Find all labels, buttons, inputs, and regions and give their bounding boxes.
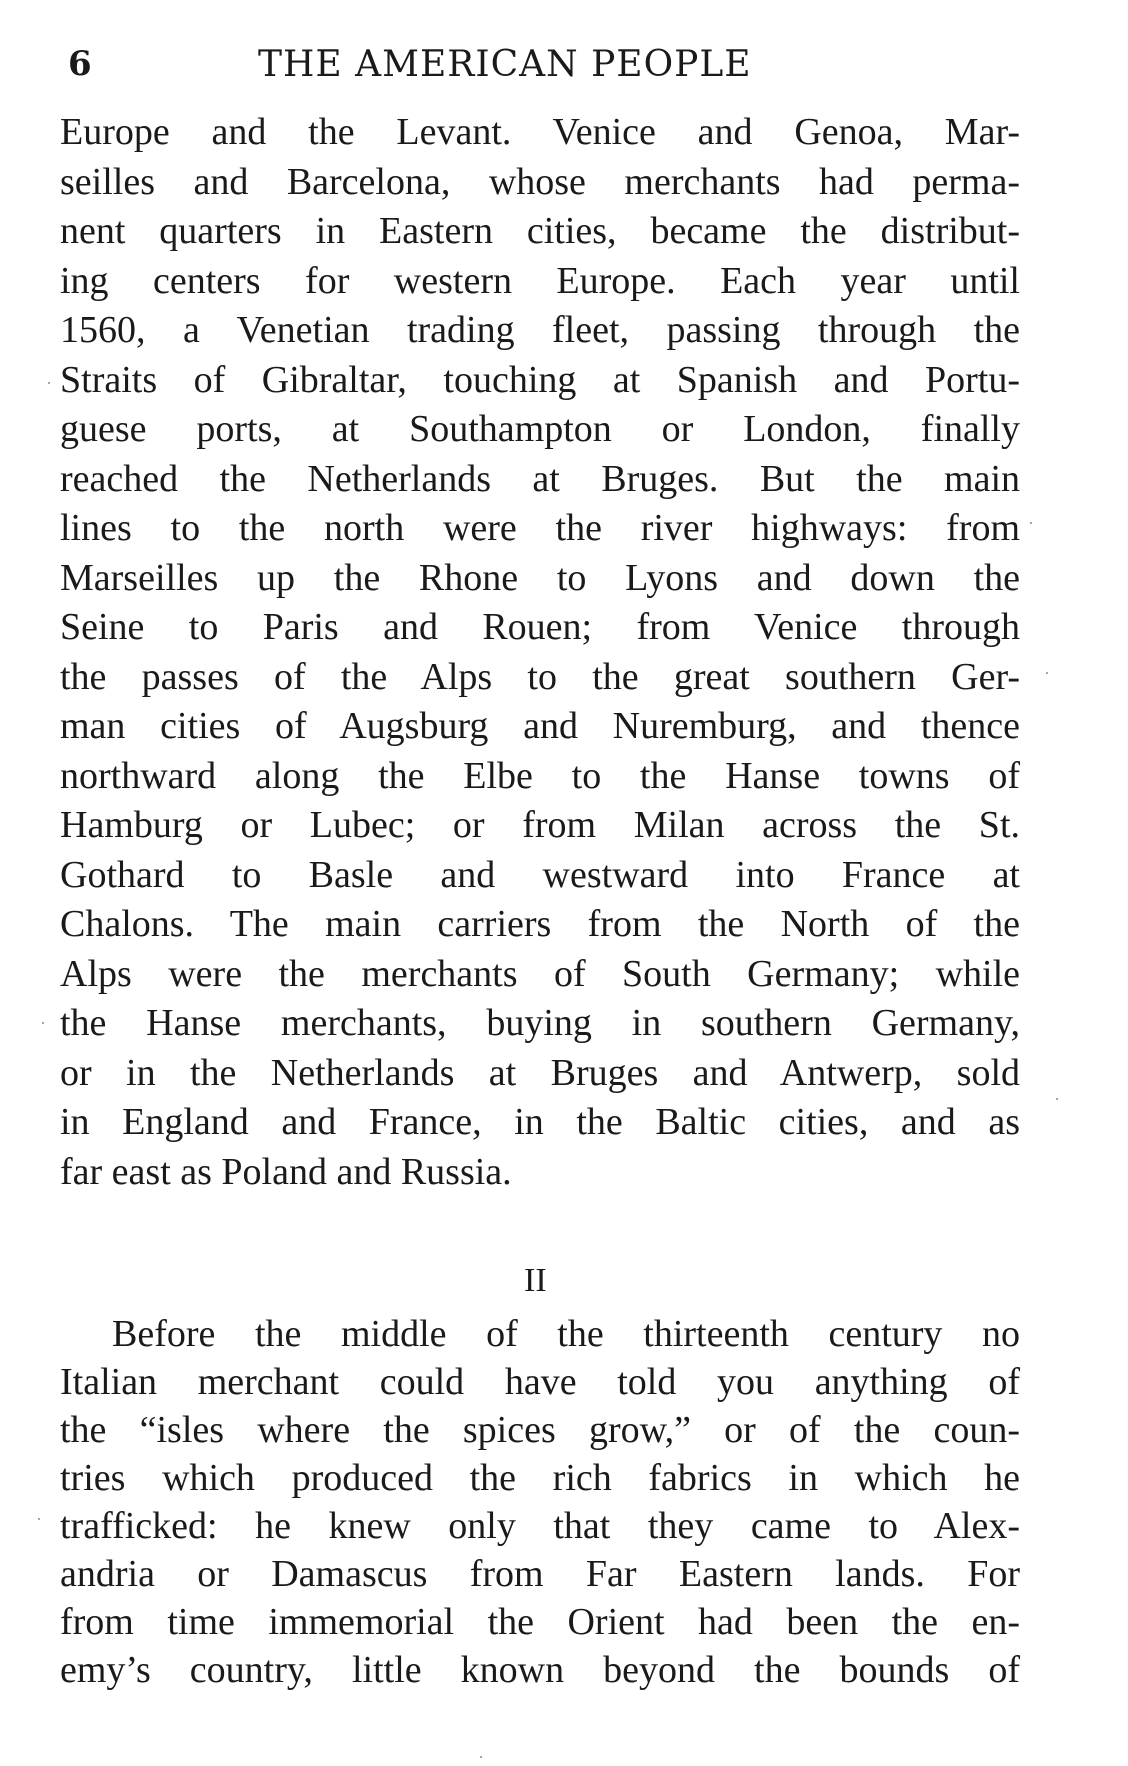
running-head <box>68 44 858 94</box>
text-line: from time immemorial the Orient had been the en- <box>60 1601 1020 1643</box>
section-numeral: II <box>524 1262 547 1299</box>
text-line: Chalons. The main carriers from the North of the <box>60 903 1020 945</box>
text-line: guese ports, at Southampton or London, finally <box>60 408 1020 450</box>
text-line: Straits of Gibraltar, touching at Spanish and Portu- <box>60 358 1020 401</box>
text-line: or in the Netherlands at Bruges and Antwerp, sold <box>60 1051 1020 1094</box>
scan-speck <box>1046 672 1048 674</box>
text-line: andria or Damascus from Far Eastern lands. For <box>60 1553 1020 1595</box>
text-line: Marseilles up the Rhone to Lyons and down the <box>60 556 1020 599</box>
text-line: seilles and Barcelona, whose merchants had perma- <box>60 160 1020 203</box>
scan-speck <box>38 1518 40 1520</box>
text-line: emy’s country, little known beyond the bounds of <box>60 1649 1020 1691</box>
text-line: Before the middle of the thirteenth century no <box>112 1313 1020 1355</box>
text-line: the Hanse merchants, buying in southern Germany, <box>60 1002 1020 1044</box>
text-line: 1560, a Venetian trading fleet, passing through the <box>60 309 1020 351</box>
paragraph-section-two <box>60 1310 1020 1694</box>
scan-speck <box>1056 1098 1058 1100</box>
text-line: Gothard to Basle and westward into France at <box>60 853 1020 896</box>
text-line: Hamburg or Lubec; or from Milan across the St. <box>60 804 1020 846</box>
text-line: far east as Poland and Russia. <box>60 1150 512 1193</box>
scan-speck <box>48 382 50 384</box>
page-number: 6 <box>68 44 92 84</box>
scan-speck <box>42 1022 44 1024</box>
text-line: the passes of the Alps to the great southern Ger- <box>60 655 1020 698</box>
text-line: Italian merchant could have told you anything of <box>60 1361 1020 1403</box>
text-line: nent quarters in Eastern cities, became the distribut- <box>60 210 1020 252</box>
paragraph-continued <box>60 108 1020 1197</box>
scan-speck <box>1030 522 1032 524</box>
text-line: man cities of Augsburg and Nuremburg, and thence <box>60 705 1020 747</box>
text-line: northward along the Elbe to the Hanse towns of <box>60 754 1020 797</box>
scan-speck <box>480 1756 482 1758</box>
text-line: tries which produced the rich fabrics in which he <box>60 1457 1020 1499</box>
text-line: in England and France, in the Baltic cities, and as <box>60 1101 1020 1143</box>
text-line: trafficked: he knew only that they came to Alex- <box>60 1505 1020 1547</box>
text-line: ing centers for western Europe. Each year until <box>60 259 1020 302</box>
text-line: Seine to Paris and Rouen; from Venice through <box>60 606 1020 648</box>
text-line: Alps were the merchants of South Germany; while <box>60 952 1020 995</box>
text-line: lines to the north were the river highways: from <box>60 507 1020 549</box>
text-line: reached the Netherlands at Bruges. But the main <box>60 457 1020 500</box>
text-line: Europe and the Levant. Venice and Genoa, Mar- <box>60 111 1020 153</box>
text-line: the “isles where the spices grow,” or of the coun- <box>60 1409 1020 1451</box>
running-title: THE AMERICAN PEOPLE <box>258 44 752 85</box>
